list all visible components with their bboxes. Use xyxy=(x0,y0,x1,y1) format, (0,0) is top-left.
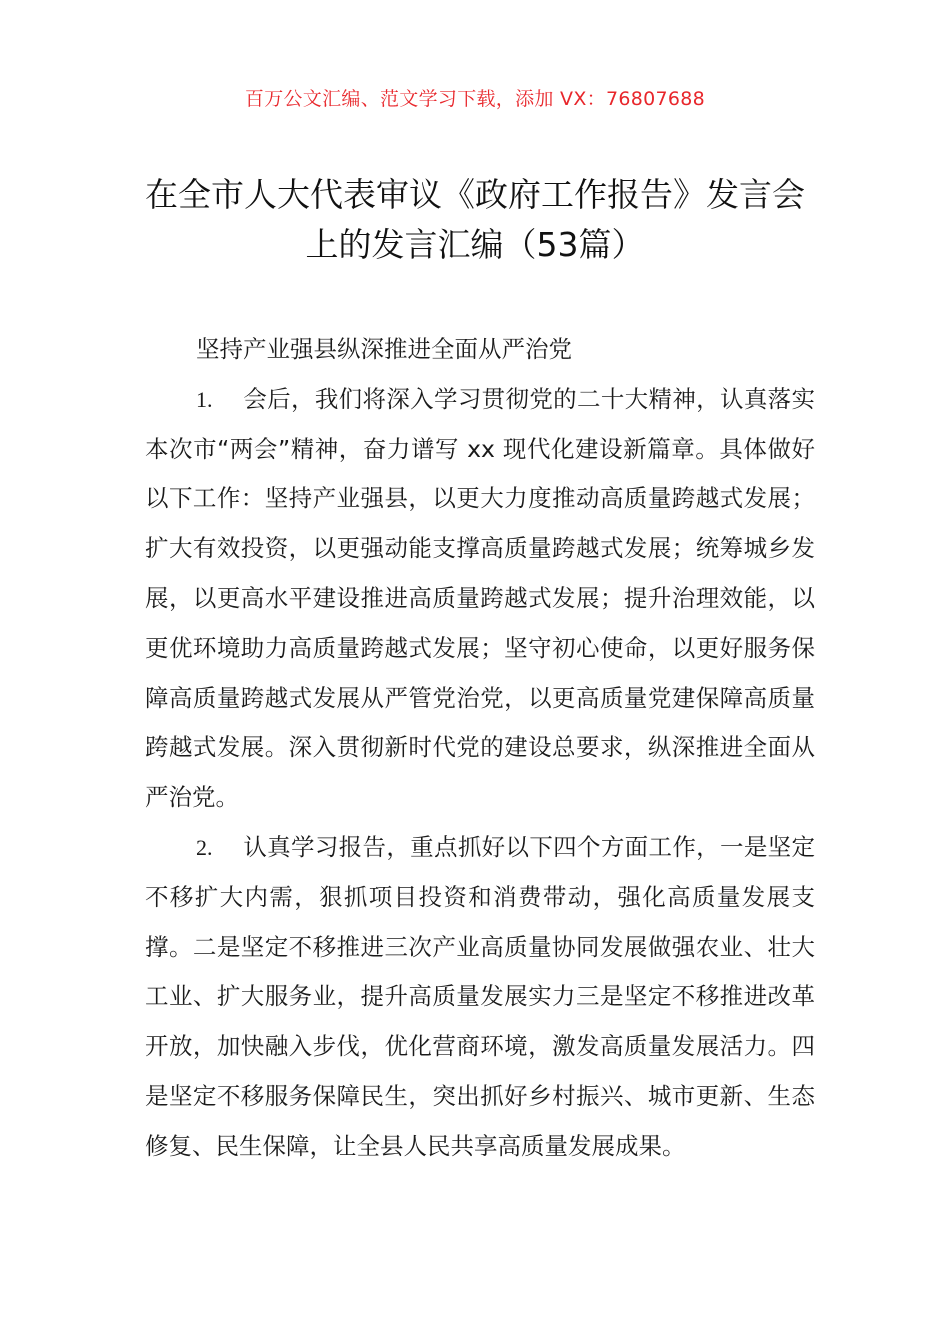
paragraph-text: 会后，我们将深入学习贯彻党的二十大精神，认真落实本次市“两会”精神，奋力谱写 xx 现代化建设新篇章。具体做好以下工作：坚持产业强县，以更大力度推动高质量跨越式发展；扩大有效投资，以更强动能支撑高质量跨越式发展；统筹城乡发展，以更高水平建设推进高质量跨越式发展；提升治理效能，以更优环境助力高质量跨越式发展；坚守初心使命，以更好服务保障高质量跨越式发展从严管党治党，以更高质量党建保障高质量跨越式发展。深入贯彻新时代党的建设总要求，纵深推进全面从严治党。 xyxy=(145,384,815,812)
header-watermark-note: 百万公文汇编、范文学习下载，添加 VX：76807688 xyxy=(244,88,706,110)
paragraph-number: 1. xyxy=(196,386,213,412)
paragraph-1 xyxy=(145,375,815,823)
paragraph-number: 2. xyxy=(196,834,213,860)
section-heading: 坚持产业强县纵深推进全面从严治党 xyxy=(196,335,572,363)
paragraph-text: 认真学习报告，重点抓好以下四个方面工作，一是坚定不移扩大内需，狠抓项目投资和消费带动，强化高质量发展支撑。二是坚定不移推进三次产业高质量协同发展做强农业、壮大工业、扩大服务业，提升高质量发展实力三是坚定不移推进改革开放，加快融入步伐，优化营商环境，激发高质量发展活力。四是坚定不移服务保障民生，突出抓好乡村振兴、城市更新、生态修复、民生保障，让全县人民共享高质量发展成果。 xyxy=(145,832,815,1160)
document-title: 在全市人大代表审议《政府工作报告》发言会上的发言汇编（53篇） xyxy=(145,175,805,264)
document-body xyxy=(145,325,815,1172)
paragraph-2 xyxy=(145,823,815,1172)
